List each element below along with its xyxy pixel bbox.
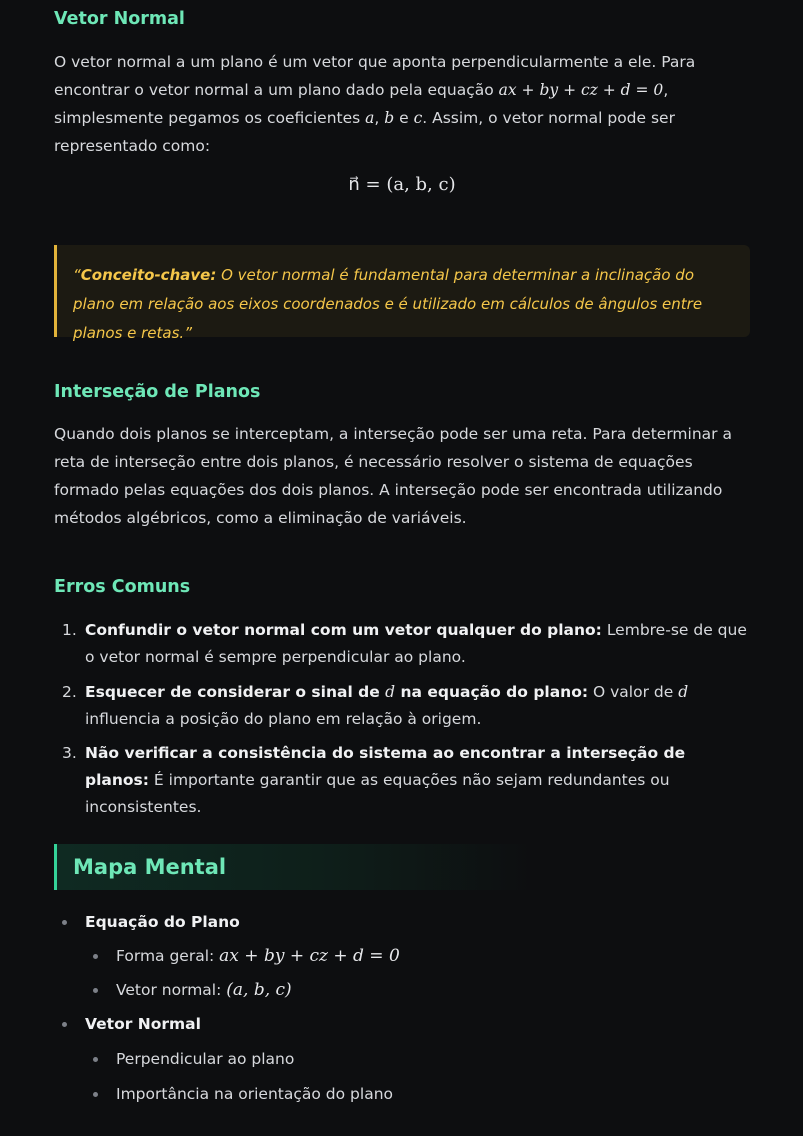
error-text: influencia a posição do plano em relação à origem. — [85, 710, 482, 728]
coef-c: c — [413, 109, 423, 127]
bullet-icon — [93, 988, 98, 993]
group-label: Vetor Normal — [85, 1015, 201, 1033]
mind-map-group — [54, 1010, 750, 1038]
error-title: Esquecer de considerar o sinal de — [85, 683, 386, 701]
mind-map-item — [54, 976, 750, 1004]
callout-label: Conceito-chave: — [80, 266, 217, 284]
key-concept-callout — [54, 245, 750, 342]
error-title: na equação do plano: — [395, 683, 589, 701]
list-number: 2. — [62, 683, 77, 701]
var-d: d — [678, 683, 689, 701]
item-text: Importância na orientação do plano — [116, 1085, 393, 1103]
paragraph-text: O vetor normal a um plano é um vetor que aponta perpendicularmente a ele. Para encontrar o vetor normal a um plano dado pela equação — [54, 53, 696, 99]
heading-vetor-normal: Vetor Normal — [54, 9, 185, 29]
error-title: Não verificar a consistência do sistema ao encontrar a interseção de planos: — [85, 744, 686, 789]
error-text: O valor de — [588, 683, 679, 701]
normal-vector-equation: n⃗ = (a, b, c) — [348, 174, 456, 195]
bullet-icon — [93, 1057, 98, 1062]
plane-equation-inline: ax + by + cz + d = 0 — [498, 81, 664, 99]
item-math: ax + by + cz + d = 0 — [219, 946, 400, 966]
coef-a: a — [365, 109, 375, 127]
item-text: Perpendicular ao plano — [116, 1050, 295, 1068]
mind-map-item — [54, 1045, 750, 1073]
item-text: Vetor normal: — [116, 981, 227, 999]
paragraph-intersecao: Quando dois planos se interceptam, a interseção pode ser uma reta. Para determinar a reta de interseção entre dois planos, é necessário resolver o sistema de equações formado pelas equações dos dois planos. A interseção pode ser encontrada utilizando métodos algébricos, como a eliminação de variáveis. — [54, 425, 732, 527]
error-text: É importante garantir que as equações não sejam redundantes ou inconsistentes. — [85, 771, 670, 816]
group-label: Equação do Plano — [85, 913, 240, 931]
mind-map-item — [54, 1080, 750, 1108]
item-math: (a, b, c) — [226, 980, 292, 1000]
list-item — [54, 740, 750, 821]
list-item — [54, 679, 750, 733]
item-text: Forma geral: — [116, 947, 220, 965]
paragraph-vetor-normal — [54, 48, 750, 160]
list-number: 3. — [62, 744, 77, 762]
paragraph-text: . Assim, o vetor normal pode ser representado como: — [54, 109, 675, 155]
heading-mapa-mental: Mapa Mental — [54, 844, 534, 890]
mind-map-list — [54, 908, 750, 1108]
error-title: Confundir o vetor normal com um vetor qualquer do plano: — [85, 621, 602, 639]
mind-map-group — [54, 908, 750, 936]
bullet-icon — [93, 954, 98, 959]
bullet-icon — [93, 1092, 98, 1097]
heading-erros-comuns: Erros Comuns — [54, 577, 191, 597]
paragraph-text: , simplesmente pegamos os coeficientes — [54, 81, 669, 127]
bullet-icon — [62, 920, 67, 925]
mind-map-item — [54, 942, 750, 970]
bullet-icon — [62, 1022, 67, 1027]
list-number: 1. — [62, 621, 77, 639]
separator: , — [374, 109, 385, 127]
quote-mark: “ — [73, 266, 81, 284]
list-item — [54, 617, 750, 671]
separator: e — [394, 109, 414, 127]
error-text: Lembre-se de que o vetor normal é sempre perpendicular ao plano. — [85, 621, 747, 666]
callout-text: O vetor normal é fundamental para determinar a inclinação do plano em relação aos eixos coordenados e é utilizado em cálculos de ângulos entre planos e retas.” — [73, 266, 703, 342]
common-errors-list — [54, 617, 750, 821]
var-d: d — [385, 683, 396, 701]
heading-intersecao: Interseção de Planos — [54, 382, 261, 402]
coef-b: b — [384, 109, 395, 127]
